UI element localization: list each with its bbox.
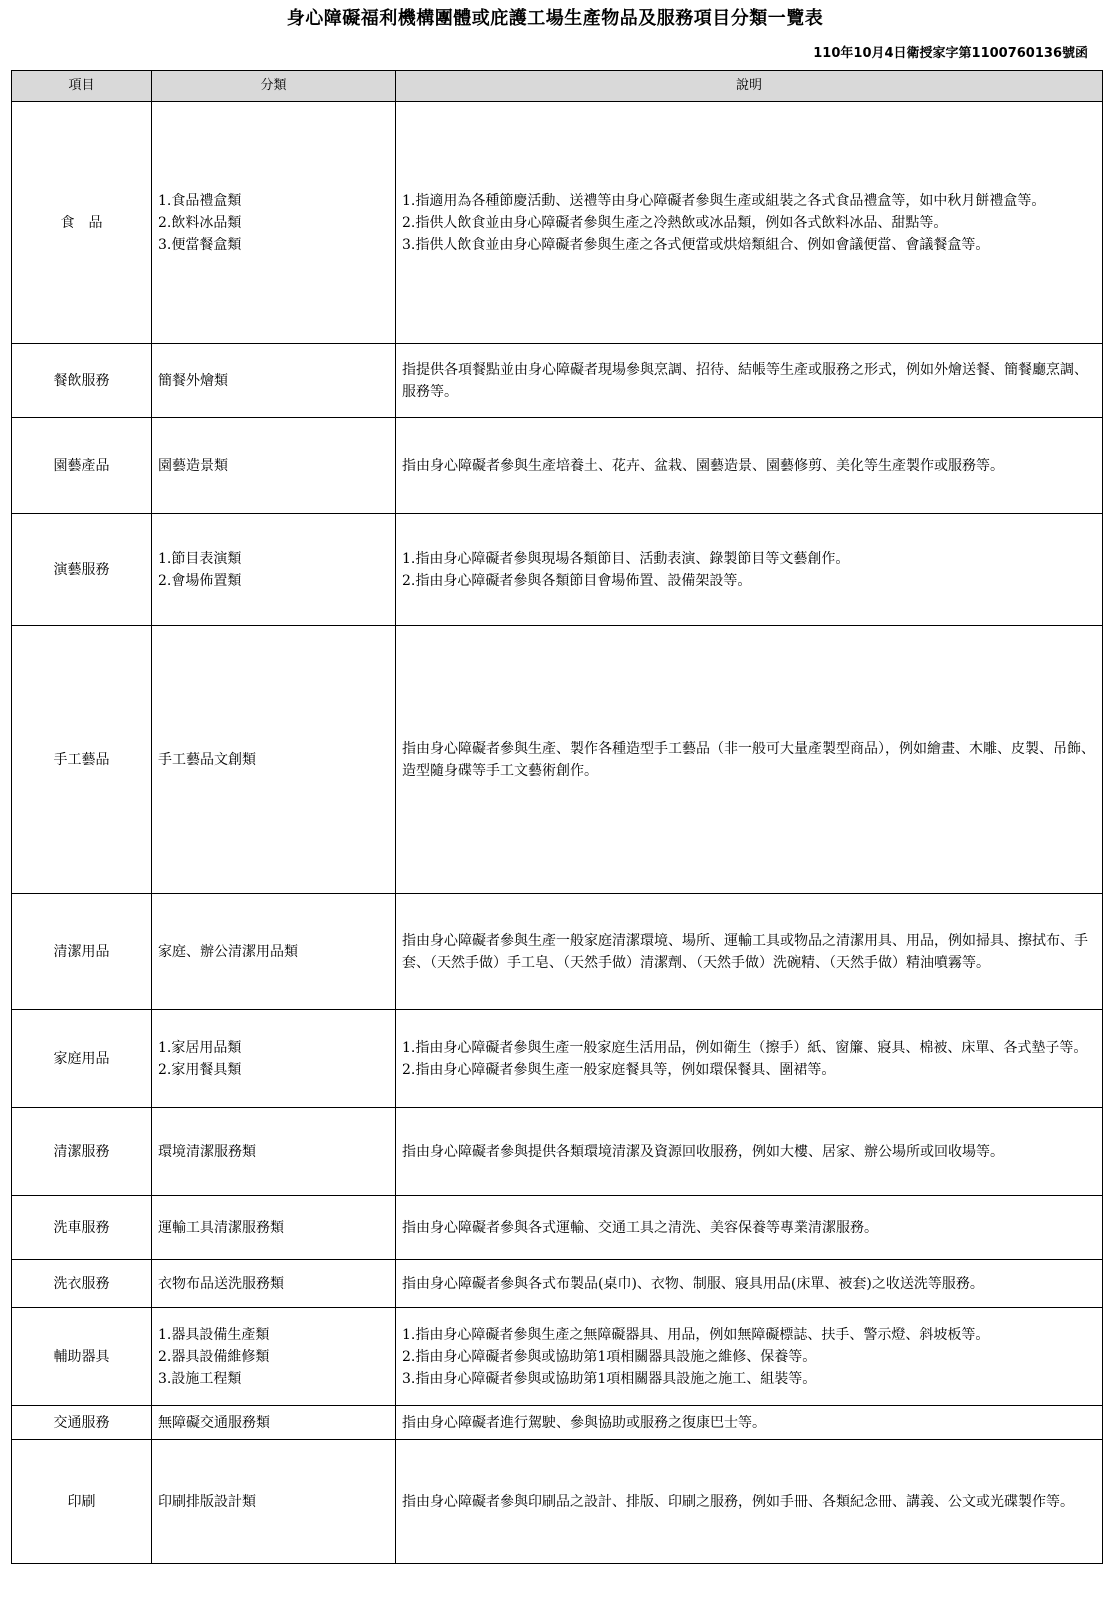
category-line: 園藝造景類 [158,457,228,474]
row-item: 輔助器具 [12,1308,152,1406]
category-line: 2.器具設備維修類 [158,1348,270,1365]
description-line: 指提供各項餐點並由身心障礙者現場參與烹調、招待、結帳等生產或服務之形式，例如外燴送餐、簡餐廳烹調、服務等。 [402,361,1088,400]
table-row [12,1260,1103,1308]
document-title: 身心障礙福利機構團體或庇護工場生產物品及服務項目分類一覽表 [286,8,824,29]
row-item: 洗車服務 [12,1196,152,1260]
row-category [152,894,396,1010]
description-line: 指由身心障礙者參與各式運輸、交通工具之清洗、美容保養等專業清潔服務。 [402,1219,878,1236]
description-line: 1.指由身心障礙者參與生產之無障礙器具、用品，例如無障礙標誌、扶手、警示燈、斜坡板等。 [402,1326,990,1343]
row-description [396,1196,1103,1260]
row-description [396,1010,1103,1108]
row-category [152,514,396,626]
table-row [12,344,1103,418]
description-line: 1.指適用為各種節慶活動、送禮等由身心障礙者參與生產或組裝之各式食品禮盒等，如中秋月餅禮盒等。 [402,192,1046,209]
table-row [12,1108,1103,1196]
category-line: 運輸工具清潔服務類 [158,1219,284,1236]
table-row [12,1196,1103,1260]
category-line: 3.便當餐盒類 [158,236,242,253]
header-item: 項目 [12,71,152,102]
row-category [152,344,396,418]
description-line: 2.指由身心障礙者參與生產一般家庭餐具等，例如環保餐具、圍裙等。 [402,1061,836,1078]
row-category [152,1406,396,1440]
description-line: 3.指由身心障礙者參與或協助第1項相關器具設施之施工、組裝等。 [402,1370,817,1387]
row-item: 清潔服務 [12,1108,152,1196]
description-line: 指由身心障礙者參與生產培養土、花卉、盆栽、園藝造景、園藝修剪、美化等生產製作或服務等。 [402,457,1004,474]
row-item: 手工藝品 [12,626,152,894]
row-item: 餐飲服務 [12,344,152,418]
row-category [152,1440,396,1564]
description-line: 2.指由身心障礙者參與或協助第1項相關器具設施之維修、保養等。 [402,1348,817,1365]
row-description [396,1440,1103,1564]
row-description [396,1406,1103,1440]
row-category [152,1260,396,1308]
row-category [152,418,396,514]
category-line: 印刷排版設計類 [158,1493,256,1510]
category-line: 衣物布品送洗服務類 [158,1275,284,1292]
reference-number: 110年10月4日衛授家字第1100760136號函 [813,46,1088,61]
row-description [396,418,1103,514]
description-line: 指由身心障礙者參與生產、製作各種造型手工藝品（非一般可大量產製型商品），例如繪畫、木雕、皮製、吊飾、造型隨身碟等手工文藝術創作。 [402,740,1095,779]
category-line: 環境清潔服務類 [158,1143,256,1160]
row-category [152,1308,396,1406]
category-line: 1.家居用品類 [158,1039,242,1056]
category-line: 無障礙交通服務類 [158,1414,270,1431]
description-line: 指由身心障礙者參與各式布製品(桌巾)、衣物、制服、寢具用品(床單、被套)之收送洗等服務。 [402,1275,984,1292]
row-description [396,1260,1103,1308]
description-line: 指由身心障礙者參與提供各類環境清潔及資源回收服務，例如大樓、居家、辦公場所或回收場等。 [402,1143,1004,1160]
header-category: 分類 [152,71,396,102]
row-description [396,1108,1103,1196]
category-line: 手工藝品文創類 [158,751,256,768]
category-line: 家庭、辦公清潔用品類 [158,943,298,960]
description-line: 1.指由身心障礙者參與現場各類節目、活動表演、錄製節目等文藝創作。 [402,550,850,567]
category-line: 2.會場佈置類 [158,572,242,589]
description-line: 2.指由身心障礙者參與各類節目會場佈置、設備架設等。 [402,572,752,589]
table-row [12,1010,1103,1108]
row-item: 食 品 [12,102,152,344]
description-line: 2.指供人飲食並由身心障礙者參與生產之冷熱飲或冰品類，例如各式飲料冰品、甜點等。 [402,214,948,231]
row-category [152,1108,396,1196]
table-row [12,1308,1103,1406]
classification-table [11,70,1103,1564]
category-line: 3.設施工程類 [158,1370,242,1387]
category-line: 2.家用餐具類 [158,1061,242,1078]
row-item: 洗衣服務 [12,1260,152,1308]
table-row [12,1440,1103,1564]
description-line: 3.指供人飲食並由身心障礙者參與生產之各式便當或烘焙類組合、例如會議便當、會議餐盒等。 [402,236,990,253]
row-description [396,102,1103,344]
table-row [12,102,1103,344]
row-item: 印刷 [12,1440,152,1564]
row-description [396,514,1103,626]
table-row [12,418,1103,514]
row-category [152,102,396,344]
category-line: 簡餐外燴類 [158,372,228,389]
row-category [152,1196,396,1260]
description-line: 指由身心障礙者參與生產一般家庭清潔環境、場所、運輸工具或物品之清潔用具、用品，例如掃具、擦拭布、手套、（天然手做）手工皂、（天然手做）清潔劑、（天然手做）洗碗精、（天然手做）精油噴霧等。 [402,932,1088,971]
description-line: 指由身心障礙者進行駕駛、參與協助或服務之復康巴士等。 [402,1414,766,1431]
table-row [12,894,1103,1010]
category-line: 1.器具設備生產類 [158,1326,270,1343]
row-category [152,1010,396,1108]
category-line: 1.食品禮盒類 [158,192,242,209]
row-item: 清潔用品 [12,894,152,1010]
row-description [396,894,1103,1010]
description-line: 1.指由身心障礙者參與生產一般家庭生活用品，例如衛生（擦手）紙、窗簾、寢具、棉被、床單、各式墊子等。 [402,1039,1088,1056]
row-item: 園藝產品 [12,418,152,514]
table-row [12,1406,1103,1440]
category-line: 1.節目表演類 [158,550,242,567]
row-description [396,1308,1103,1406]
row-item: 演藝服務 [12,514,152,626]
table-row [12,514,1103,626]
row-description [396,344,1103,418]
table-row [12,626,1103,894]
description-line: 指由身心障礙者參與印刷品之設計、排版、印刷之服務，例如手冊、各類紀念冊、講義、公文或光碟製作等。 [402,1493,1074,1510]
category-line: 2.飲料冰品類 [158,214,242,231]
row-item: 交通服務 [12,1406,152,1440]
row-description [396,626,1103,894]
row-item: 家庭用品 [12,1010,152,1108]
row-category [152,626,396,894]
header-description: 說明 [396,71,1103,102]
table-header-row [12,71,1103,102]
